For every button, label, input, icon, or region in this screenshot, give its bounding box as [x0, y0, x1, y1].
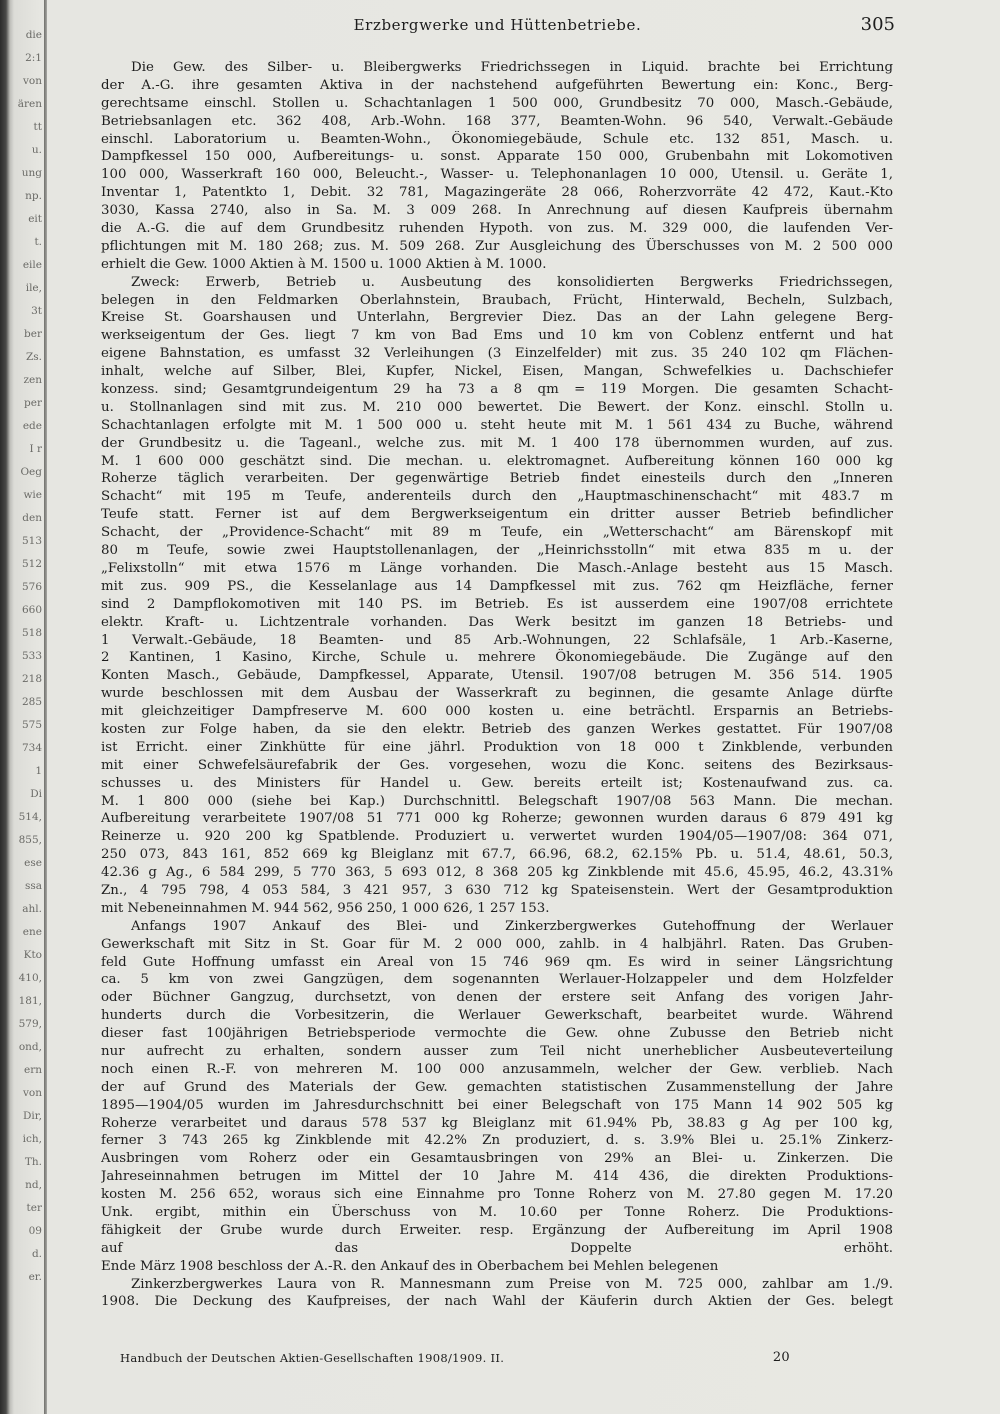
text-line: Dampfkessel 150 000, Aufbereitungs- u. sonst. Apparate 150 000, Grubenbahn mit Lokomotiven	[101, 149, 893, 165]
text-line: ferner 3 743 265 kg Zinkblende mit 42.2% Zn produziert, d. s. 3.9% Blei u. 25.1% Zinkerz-	[101, 1133, 893, 1149]
text-line: „Felixstolln“ mit etwa 1576 m Länge vorhanden. Die Masch.-Anlage besteht aus 15 Masch.	[101, 560, 893, 576]
text-line: fähigkeit der Grube wurde durch Erweiter. resp. Ergänzung der Aufbereitung im April 1908	[101, 1222, 893, 1238]
text-line: nur aufrecht zu erhalten, sondern ausser zum Teil nicht unerheblicher Ausbeuteverteilung	[101, 1043, 893, 1059]
margin-fragment: 285	[21, 697, 42, 708]
margin-fragment: Th.	[24, 1157, 42, 1168]
margin-fragment: 181,	[18, 996, 42, 1007]
margin-fragment: per	[24, 398, 42, 409]
margin-fragment: tt	[33, 122, 42, 133]
margin-fragment: Dir,	[23, 1111, 42, 1122]
text-line: Unk. ergibt, mithin ein Überschuss von M. 10.60 per Tonne Roherz. Die Produktions-	[101, 1205, 893, 1220]
margin-fragment: von	[22, 76, 42, 87]
text-line: Zinkerzbergwerkes Laura von R. Mannesmann zum Preise von M. 725 000, zahlbar am 1./9.	[131, 1276, 893, 1292]
margin-fragment: Oeg	[20, 467, 42, 478]
text-line: Roherze verarbeitet und daraus 578 537 kg Bleiglanz mit 61.94% Pb, 38.83 g Ag per 100 kg,	[101, 1115, 893, 1131]
margin-fragment: Zs.	[25, 352, 42, 363]
margin-fragment: 579,	[18, 1019, 42, 1030]
text-line: pflichtungen mit M. 180 268; zus. M. 509 268. Zur Ausgleichung des Überschusses von M. 2 500 000	[101, 238, 893, 254]
text-line: Die Gew. des Silber- u. Bleibergwerks Friedrichssegen in Liquid. brachte bei Errichtung	[131, 60, 893, 75]
margin-fragment: eile	[22, 260, 42, 271]
margin-fragment: 3t	[31, 306, 42, 317]
text-line: Schachtanlagen erfolgte mit M. 1 500 000 u. steht heute mit M. 1 561 434 zu Buche, während	[101, 417, 893, 433]
text-line: belegen in den Feldmarken Oberlahnstein, Braubach, Frücht, Hinterwald, Becheln, Sulzbach,	[101, 292, 893, 308]
text-line: Anfangs 1907 Ankauf des Blei- und Zinkerzbergwerkes Gutehoffnung der Werlauer	[131, 918, 893, 934]
text-line: gerechtsame einschl. Stollen u. Schachtanlagen 1 500 000, Grundbesitz 70 000, Masch.-Gebäude,	[101, 95, 893, 111]
margin-fragment: 09	[28, 1226, 42, 1237]
margin-fragment: 218	[21, 674, 42, 685]
text-line: Ende März 1908 beschloss der A.-R. den Ankauf des in Oberbachem bei Mehlen belegenen	[101, 1258, 719, 1274]
margin-fragment: u.	[31, 145, 42, 156]
margin-fragment: 512	[21, 559, 42, 570]
margin-fragment: ede	[22, 421, 42, 432]
margin-fragment: ären	[17, 99, 42, 110]
text-line: auf das Doppelte erhöht.	[101, 1240, 893, 1256]
text-line: Betriebsanlagen etc. 362 408, Arb.-Wohn. 168 377, Beamten-Wohn. 96 540, Verwalt.-Gebäude	[101, 113, 893, 129]
text-line: 42.36 g Ag., 6 584 299, 5 770 363, 5 693 012, 8 368 205 kg Zinkblende mit 45.6, 45.95, 46.2, 43.31%	[101, 865, 893, 881]
body-text	[101, 59, 893, 1311]
running-header	[100, 16, 895, 40]
text-line: 250 073, 843 161, 852 669 kg Bleiglanz mit 67.7, 66.96, 68.2, 62.15% Pb. u. 51.4, 48.61, 50.3,	[101, 847, 893, 863]
margin-fragment: von	[22, 1088, 42, 1099]
text-line: die A.-G. die auf dem Grundbesitz ruhenden Hypoth. von zus. M. 329 000, die laufenden Ver-	[101, 221, 893, 237]
margin-fragment: ahl.	[22, 904, 42, 915]
margin-fragment: Kto	[23, 950, 42, 961]
text-line: oder Büchner Gangzug, durchsetzt, von denen der erstere seit Anfang des vorigen Jahr-	[101, 990, 893, 1006]
text-line: schusses u. des Ministers für Handel u. Gew. bereits erteilt ist; Kostenaufwand zus. ca.	[101, 775, 893, 791]
margin-fragment: eit	[28, 214, 42, 225]
page-gutter-divider	[44, 0, 47, 1414]
text-line: mit Nebeneinnahmen M. 944 562, 956 250, 1 000 626, 1 257 153.	[101, 900, 550, 916]
margin-fragment: ter	[26, 1203, 42, 1214]
margin-fragment: er.	[28, 1272, 42, 1283]
margin-fragment: Di	[30, 789, 42, 800]
margin-fragment: d.	[31, 1249, 42, 1260]
text-line: elektr. Kraft- u. Lichtzentrale vorhanden. Das Werk besitzt im ganzen 18 Betriebs- und	[101, 614, 893, 630]
text-line: u. Stollnanlagen sind mit zus. M. 210 000 bewertet. Die Bewert. der Konz. einschl. Stolln u.	[101, 399, 893, 415]
text-line: dieser fast 100jährigen Betriebsperiode vermochte die Gew. ohne Zubusse den Betrieb nicht	[101, 1026, 893, 1042]
text-line: 1895—1904/05 wurden im Jahresdurchschnitt bei einer Belegschaft von 175 Mann 14 902 505 kg	[101, 1097, 893, 1113]
text-line: Schacht“ mit 195 m Teufe, anderenteils durch den „Hauptmaschinenschacht“ mit 483.7 m	[101, 489, 893, 505]
text-line: inhalt, welche auf Silber, Blei, Kupfer, Nickel, Eisen, Mangan, Schwefelkies u. Dachschiefer	[101, 364, 893, 380]
text-line: Jahreseinnahmen betrugen im Mittel der 10 Jahre M. 414 436, die direkten Produktions-	[101, 1169, 893, 1185]
text-line: Aufbereitung verarbeitete 1907/08 51 771 000 kg Roherze; gewonnen wurden daraus 6 879 491 kg	[101, 811, 893, 827]
text-line: werkseigentum der Ges. liegt 7 km von Bad Ems und 10 km von Coblenz entfernt und hat	[101, 328, 893, 344]
footer-source: Handbuch der Deutschen Aktien-Gesellschaften 1908/1909. II.	[120, 1351, 505, 1365]
text-line: der auf Grund des Materials der Gew. gemachten statistischen Zusammenstellung der Jahre	[101, 1079, 893, 1095]
text-line: der A.-G. ihre gesamten Aktiva in der nachstehend aufgeführten Bewertung ein: Konc., Berg-	[101, 77, 893, 93]
text-line: einschl. Laboratorium u. Beamten-Wohn., Ökonomiegebäude, Schule etc. 132 851, Masch. u.	[101, 131, 893, 147]
margin-fragment: wie	[23, 490, 42, 501]
margin-fragment: 2:1	[25, 53, 42, 64]
margin-fragment: ese	[24, 858, 42, 869]
margin-fragment: 575	[21, 720, 42, 731]
margin-fragment: np.	[25, 191, 42, 202]
text-line: Gewerkschaft mit Sitz in St. Goar für M. 2 000 000, zahlb. in 4 halbjährl. Raten. Das Gruben-	[101, 936, 893, 952]
margin-fragment: 514,	[18, 812, 42, 823]
text-line: mit einer Schwefelsäurefabrik der Ges. vorgesehen, wozu die Konc. seitens des Bezirksaus-	[101, 757, 893, 773]
margin-fragment: zen	[23, 375, 42, 386]
text-line: M. 1 800 000 (siehe bei Kap.) Durchschnittl. Belegschaft 1907/08 563 Mann. Die mechan.	[101, 793, 893, 809]
margin-fragment: 1	[35, 766, 42, 777]
text-line: Reinerze u. 920 200 kg Spatblende. Produziert u. verwertet wurden 1904/05—1907/08: 364 071,	[101, 829, 893, 845]
text-line: 3030, Kassa 2740, also in Sa. M. 3 009 268. In Anrechnung auf diesen Kaufpreis übernahm	[101, 203, 893, 219]
margin-fragment: ssa	[24, 881, 42, 892]
margin-fragment: t.	[34, 237, 42, 248]
text-line: 1908. Die Deckung des Kaufpreises, der nach Wahl der Käuferin durch Aktien der Ges. belegt	[101, 1294, 893, 1310]
text-line: M. 1 600 000 geschätzt sind. Die mechan. u. elektromagnet. Aufbereitung können 160 000 kg	[101, 453, 893, 469]
margin-fragment: 410,	[18, 973, 42, 984]
margin-fragment: ond,	[18, 1042, 42, 1053]
margin-fragment: ern	[24, 1065, 42, 1076]
margin-fragment: nd,	[25, 1180, 42, 1191]
text-line: hunderts durch die Vorbesitzerin, die Werlauer Gewerkschaft, bearbeitet wurde. Während	[101, 1008, 893, 1024]
margin-fragment: die	[25, 30, 42, 41]
text-line: noch einen R.-F. von mehreren M. 100 000 anzusammeln, welcher der Gew. verblieb. Nach	[101, 1061, 893, 1077]
margin-fragment: 734	[21, 743, 42, 754]
text-line: konzess. sind; Gesamtgrundeigentum 29 ha 73 a 8 qm = 119 Morgen. Die gesamten Schacht-	[101, 382, 893, 398]
margin-fragment: 513	[21, 536, 42, 547]
page-number: 305	[860, 14, 895, 35]
margin-fragment: ung	[21, 168, 42, 179]
text-line: Ausbringen vom Roherz oder ein Gesamtausbringen von 29% an Blei- u. Zinkerzen. Die	[101, 1151, 893, 1167]
text-line: kosten zur Folge haben, da sie den elektr. Betrieb des ganzen Werkes gestattet. Für 1907/08	[101, 721, 893, 737]
text-line: Kreise St. Goarshausen und Unterlahn, Bergrevier Diez. Das an der Lahn gelegene Berg-	[101, 310, 893, 326]
text-line: 2 Kantinen, 1 Kasino, Kirche, Schule u. mehrere Ökonomiegebäude. Die Zugänge auf den	[101, 650, 893, 666]
header-title: Erzbergwerke und Hüttenbetriebe.	[353, 16, 642, 34]
text-line: sind 2 Dampflokomotiven mit 140 PS. im Betrieb. Es ist ausserdem eine 1907/08 errichtete	[101, 596, 893, 612]
text-line: eigene Bahnstation, es umfasst 32 Verleihungen (3 Einzelfelder) mit zus. 35 240 102 qm Flächen-	[101, 346, 893, 362]
margin-fragment: ich,	[22, 1134, 42, 1145]
margin-fragment: den	[22, 513, 42, 524]
text-line: kosten M. 256 652, woraus sich eine Einnahme pro Tonne Roherz von M. 27.80 gegen M. 17.20	[101, 1187, 893, 1203]
margin-fragment: 576	[21, 582, 42, 593]
text-line: 100 000, Wasserkraft 160 000, Beleucht.-, Wasser- u. Telephonanlagen 10 000, Utensil. u. Geräte 1,	[101, 167, 893, 183]
text-line: ca. 5 km von zwei Gangzügen, dem sogenannten Werlauer-Holzappeler und dem Holzfelder	[101, 972, 893, 988]
text-line: feld Gute Hoffnung umfasst ein Areal von 15 746 969 qm. Es wird in seiner Längsrichtung	[101, 954, 893, 970]
text-line: Zn., 4 795 798, 4 053 584, 3 421 957, 3 630 712 kg Spateisenstein. Wert der Gesamtproduktion	[101, 882, 893, 898]
text-line: Schacht, der „Providence-Schacht“ mit 89 m Teufe, ein „Wetterschacht“ am Bärenskopf mit	[101, 525, 893, 541]
text-line: Inventar 1, Patentkto 1, Debit. 32 781, Magazingeräte 28 066, Roherzvorräte 42 472, Kaut.-Kto	[101, 185, 893, 201]
margin-fragment: ber	[24, 329, 42, 340]
margin-fragment: ene	[22, 927, 42, 938]
text-line: Zweck: Erwerb, Betrieb u. Ausbeutung des konsolidierten Bergwerks Friedrichssegen,	[131, 274, 893, 290]
text-line: Roherze täglich verarbeiten. Der gegenwärtige Betrieb findet einesteils durch den „Inneren	[101, 471, 893, 487]
text-line: Teufe statt. Ferner ist auf dem Bergwerkseigentum ein dritter ausser Betrieb befindlicher	[101, 507, 893, 523]
margin-fragment: 660	[21, 605, 42, 616]
text-line: der Grundbesitz u. die Tageanl., welche zus. mit M. 1 400 178 übernommen wurden, auf zus.	[101, 435, 893, 451]
text-line: 80 m Teufe, sowie zwei Hauptstollenanlagen, der „Heinrichsstolln“ mit etwa 835 m u. der	[101, 543, 893, 559]
margin-fragment: 533	[21, 651, 42, 662]
text-line: wurde beschlossen mit dem Ausbau der Wasserkraft zu beginnen, die gesamte Anlage dürfte	[101, 686, 893, 702]
text-line: erhielt die Gew. 1000 Aktien à M. 1500 u. 1000 Aktien à M. 1000.	[101, 256, 547, 272]
left-margin-fragments	[8, 30, 42, 1360]
margin-fragment: 518	[21, 628, 42, 639]
text-line: 1 Verwalt.-Gebäude, 18 Beamten- und 85 Arb.-Wohnungen, 22 Schlafsäle, 1 Arb.-Kaserne,	[101, 632, 893, 648]
text-line: ist Erricht. einer Zinkhütte für eine jährl. Produktion von 18 000 t Zinkblende, verbunden	[101, 739, 893, 755]
signature-mark: 20	[772, 1350, 790, 1365]
text-line: mit zus. 909 PS., die Kesselanlage aus 14 Dampfkessel mit zus. 762 qm Heizfläche, ferner	[101, 578, 893, 594]
text-line: Konten Masch., Gebäude, Dampfkessel, Apparate, Utensil. 1907/08 betrugen M. 356 514. 1905	[101, 668, 893, 684]
margin-fragment: ile,	[25, 283, 42, 294]
text-line: mit gleichzeitiger Dampfreserve M. 600 000 kosten u. eine beträchtl. Ersparnis an Betriebs-	[101, 704, 893, 720]
page-footer	[120, 1351, 790, 1371]
margin-fragment: I r	[29, 444, 42, 455]
margin-fragment: 855,	[18, 835, 42, 846]
